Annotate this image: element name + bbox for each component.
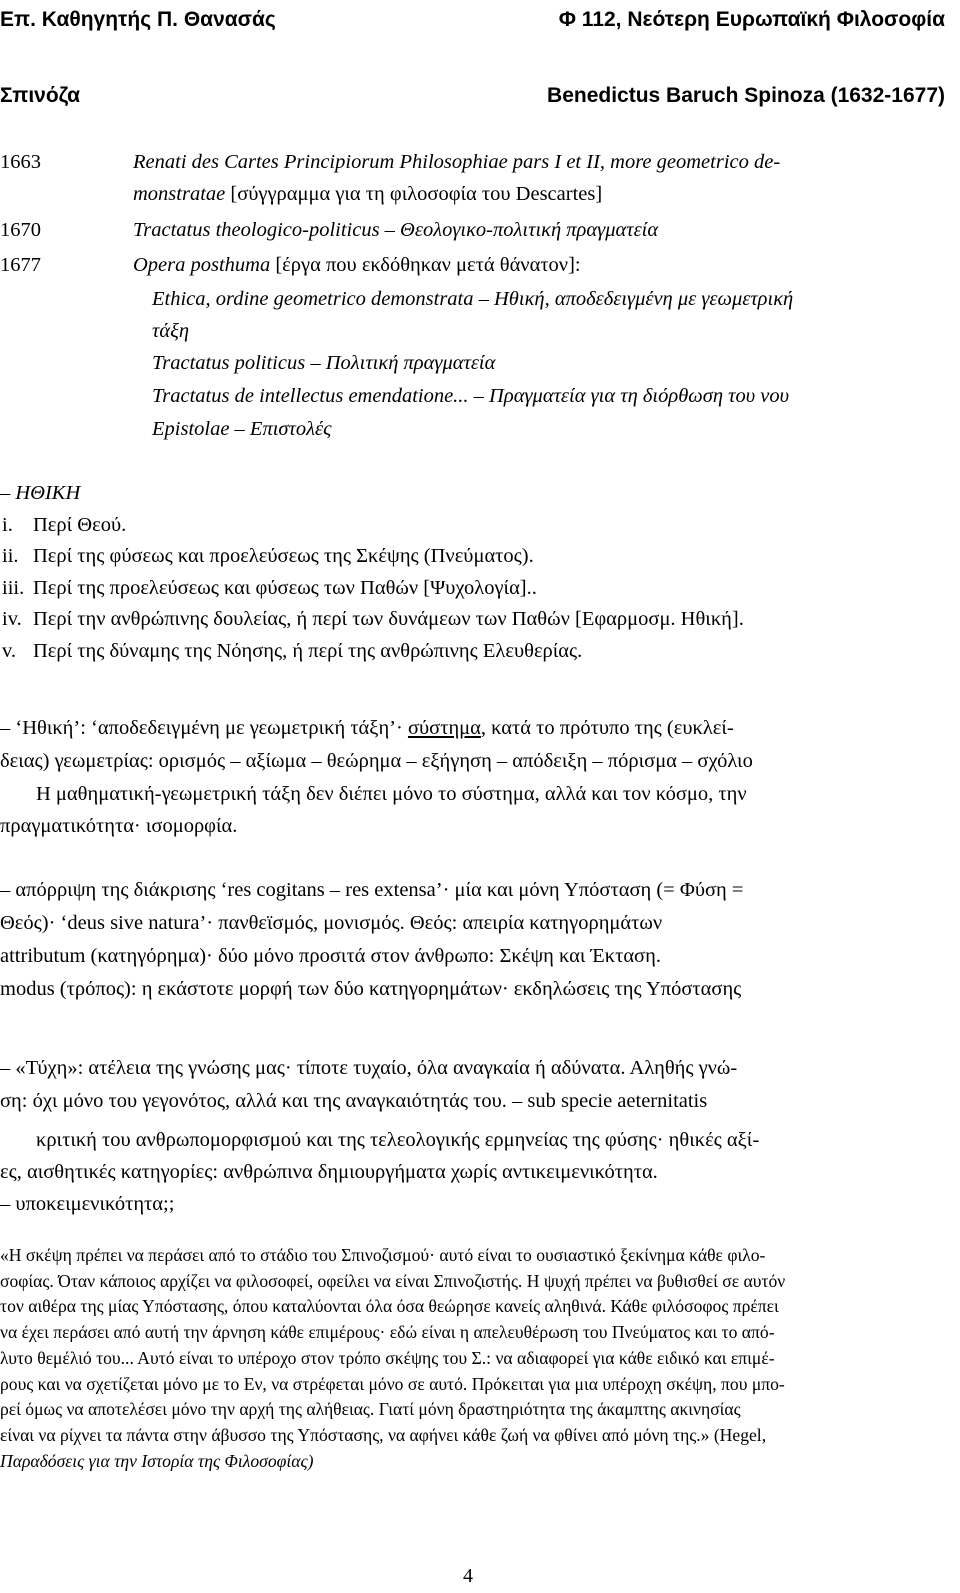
part-title: Περί της δύναμης της Νόησης, ή περί της ανθρώπινης Ελευθερίας. <box>33 640 583 662</box>
text-line <box>0 712 734 745</box>
part-number: i. <box>2 514 13 536</box>
part-title: Περί της προελεύσεως και φύσεως των Παθών [Ψυχολογία].. <box>33 577 537 599</box>
author-latin-name: Benedictus Baruch Spinoza (1632-1677) <box>547 84 945 107</box>
quote-line: να έχει περάσει από αυτή την άρνηση κάθε επιμέρους· εδώ είναι η απελευθέρωση του Πνεύματος και το από- <box>0 1322 775 1343</box>
page-header <box>0 8 945 36</box>
quote-line: ρους και να σχετίζεται μόνο με το Εν, να στρέφεται μόνο σε αυτό. Πρόκειται για μια υπέροχη σκέψη, που μπο- <box>0 1373 785 1394</box>
work-title: Renati des Cartes Principiorum Philosophiae pars I et II, more geometrico de- <box>133 151 781 173</box>
quote-line: ρεί όμως να αποτελέσει μόνο την αρχή της αλήθειας. Γιατί μόνη δραστηριότητα της άκαμπτης ακινησίας <box>0 1399 741 1420</box>
text-line: – «Τύχη»: ατέλεια της γνώσης μας· τίποτε τυχαίο, όλα αναγκαία ή αδύνατα. Αληθής γνώ- <box>0 1057 738 1079</box>
posthumous-work: Epistolae – Επιστολές <box>152 418 332 440</box>
quote-line: λυτο θεμέλιό του... Αυτό είναι το υπέροχο στον τρόπο σκέψης του Σ.: να αδιαφορεί για κάθε ειδικό και επιμέ- <box>0 1347 775 1368</box>
author-greek-name: Σπινόζα <box>0 84 81 107</box>
quote-source: Παραδόσεις για την Ιστορία της Φιλοσοφίας) <box>0 1450 314 1471</box>
text-line: Θεός)· ‘deus sive natura’· πανθεϊσμός, μονισμός. Θεός: απειρία κατηγορημάτων <box>0 912 663 934</box>
work-title-continued <box>133 178 602 210</box>
quote-line: σοφίας. Όταν κάποιος αρχίζει να φιλοσοφεί, οφείλει να είναι Σπινοζιστής. Η ψυχή πρέπει να βυθισθεί σε αυτόν <box>0 1270 786 1291</box>
part-number: iv. <box>2 608 22 630</box>
text-fragment: , κατά το πρότυπο της (ευκλεί- <box>480 717 734 739</box>
underlined-term: σύστημα <box>407 717 481 739</box>
work-title: Tractatus theologico-politicus – Θεολογικο-πολιτική πραγματεία <box>133 219 659 241</box>
work-year: 1677 <box>0 254 41 276</box>
work-note: [σύγγραμμα για τη φιλοσοφία του Descartes] <box>225 183 603 205</box>
quote-line: τον αιθέρα της μίας Υπόστασης, όπου καταλύονται όλα όσα θεώρησε κανείς αληθινά. Κάθε φιλόσοφος πρέπει <box>0 1296 779 1317</box>
work-year: 1663 <box>0 151 41 173</box>
text-line: πραγματικότητα· ισομορφία. <box>0 815 238 837</box>
work-year: 1670 <box>0 219 41 241</box>
course-title: Φ 112, Νεότερη Ευρωπαϊκή Φιλοσοφία <box>558 8 945 31</box>
author-heading <box>0 84 945 112</box>
text-line: ση: όχι μόνο του γεγονότος, αλλά και της αναγκαιότητάς του. – sub specie aeternitatis <box>0 1090 708 1112</box>
text-line: attributum (κατηγόρημα)· δύο μόνο προσιτά στον άνθρωπο: Σκέψη και Έκταση. <box>0 945 661 967</box>
work-title <box>133 249 581 281</box>
posthumous-work: Ethica, ordine geometrico demonstrata – Ηθική, αποδεδειγμένη με γεωμετρική <box>152 288 794 310</box>
quote-line: είναι να ρίχνει τα πάντα στην άβυσσο της Υπόστασης, να αφήνει κάθε ζωή να φθίνει από μόνη της.» (Hegel, <box>0 1424 767 1445</box>
work-title-italic: monstratae <box>133 183 226 205</box>
quote-line: «Η σκέψη πρέπει να περάσει από το στάδιο του Σπινοζισμού· αυτό είναι το ουσιαστικό ξεκίνημα κάθε φιλο- <box>0 1245 766 1265</box>
text-line: κριτική του ανθρωπομορφισμού και της τελεολογικής ερμηνείας της φύσης· ηθικές αξί- <box>36 1129 760 1151</box>
text-fragment: – ‘Ηθική’: ‘αποδεδειγμένη με γεωμετρική τάξη’· <box>0 717 408 739</box>
text-line: ες, αισθητικές κατηγορίες: ανθρώπινα δημιουργήματα χωρίς αντικειμενικότητα. <box>0 1161 658 1183</box>
text-line: – υποκειμενικότητα;; <box>0 1193 175 1215</box>
part-title: Περί της φύσεως και προελεύσεως της Σκέψης (Πνεύματος). <box>33 545 534 567</box>
text-line: modus (τρόπος): η εκάστοτε μορφή των δύο κατηγορημάτων· εκδηλώσεις της Υπόστασης <box>0 978 742 1000</box>
work-title-italic: Opera posthuma <box>133 254 271 276</box>
text-line: Η μαθηματική-γεωμετρική τάξη δεν διέπει μόνο το σύστημα, αλλά και τον κόσμο, την <box>36 783 747 805</box>
part-number: iii. <box>2 577 25 599</box>
work-note: [έργα που εκδόθηκαν μετά θάνατον]: <box>270 254 581 276</box>
part-title: Περί την ανθρώπινης δουλείας, ή περί των δυνάμεων των Παθών [Εφαρμοσμ. Ηθική]. <box>33 608 744 630</box>
posthumous-work: Tractatus politicus – Πολιτική πραγματεία <box>152 352 496 374</box>
part-number: ii. <box>2 545 19 567</box>
page-number: 4 <box>463 1565 473 1587</box>
text-line: – απόρριψη της διάκρισης ‘res cogitans – res extensa’· μία και μόνη Υπόσταση (= Φύση = <box>0 879 744 901</box>
instructor-name: Επ. Καθηγητής Π. Θανασάς <box>0 8 276 31</box>
part-title: Περί Θεού. <box>33 514 127 536</box>
posthumous-work-continued: τάξη <box>152 320 190 342</box>
part-number: v. <box>2 640 17 662</box>
posthumous-work: Tractatus de intellectus emendatione... – Πραγματεία για τη διόρθωση του νου <box>152 385 790 407</box>
text-line: δειας) γεωμετρίας: ορισμός – αξίωμα – θεώρημα – εξήγηση – απόδειξη – πόρισμα – σχόλιο <box>0 750 753 772</box>
section-heading: – ΗΘΙΚΗ <box>0 482 81 504</box>
